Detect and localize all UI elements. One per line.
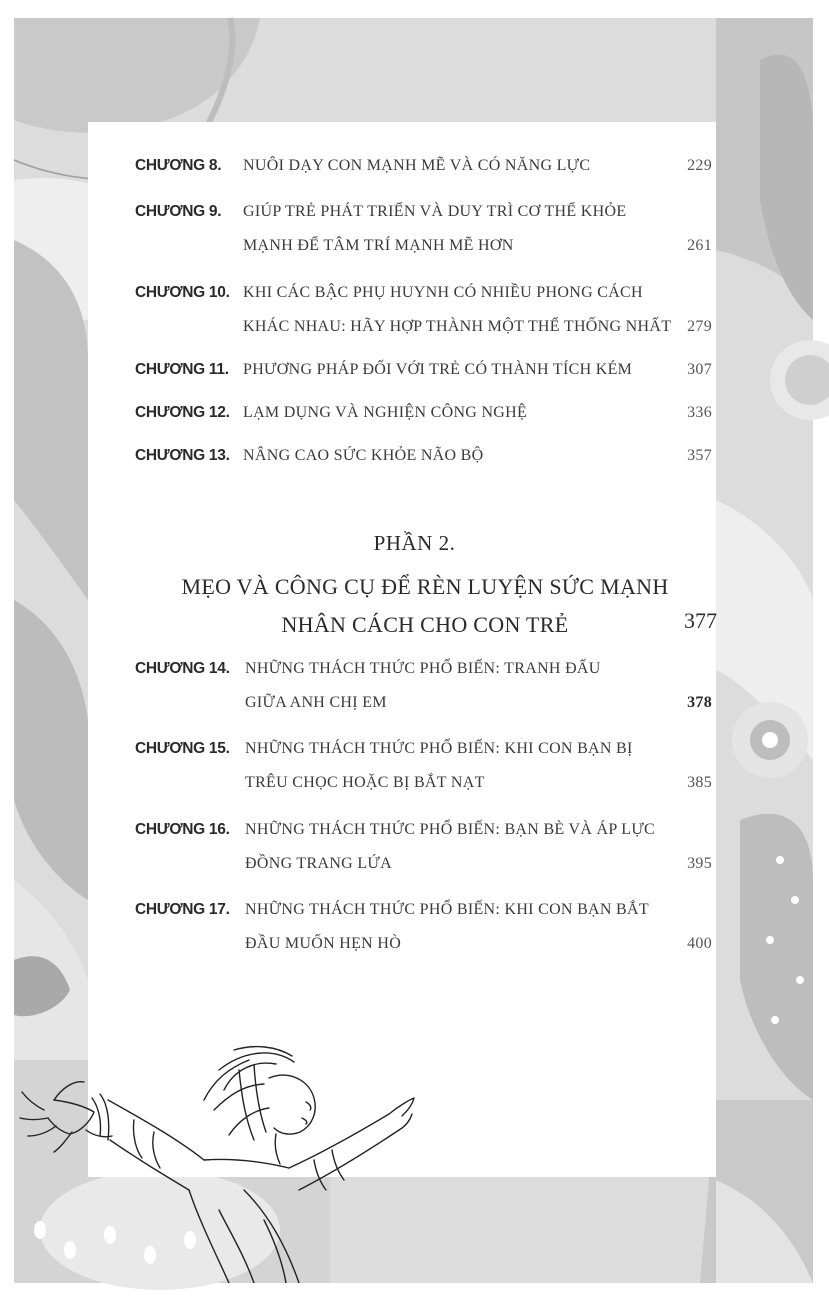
page-number: 336 [687,404,712,421]
page-number: 400 [687,935,712,952]
chapter-label: CHƯƠNG 16. [135,821,230,838]
chapter-label: CHƯƠNG 9. [135,203,222,220]
page-number: 229 [687,157,712,174]
chapter-title: NÂNG CAO SỨC KHỎE NÃO BỘ [243,447,484,464]
chapter-title: LẠM DỤNG VÀ NGHIỆN CÔNG NGHỆ [243,404,528,421]
chapter-title: PHƯƠNG PHÁP ĐỐI VỚI TRẺ CÓ THÀNH TÍCH KÉM [243,361,633,378]
page-number: 261 [687,237,712,254]
part-title[interactable]: MẸO VÀ CÔNG CỤ ĐỂ RÈN LUYỆN SỨC MẠNH NHÂN CÁCH CHO CON TRẺ [181,574,669,637]
chapter-title: NUÔI DẠY CON MẠNH MẼ VÀ CÓ NĂNG LỰC [243,157,591,174]
chapter-title: NHỮNG THÁCH THỨC PHỔ BIẾN: KHI CON BẠN BẮT ĐẦU MUỐN HẸN HÒ [245,901,649,952]
chapter-title: NHỮNG THÁCH THỨC PHỔ BIẾN: BẠN BÈ VÀ ÁP LỰC ĐỒNG TRANG LỨA [245,821,656,872]
chapter-title: GIÚP TRẺ PHÁT TRIỂN VÀ DUY TRÌ CƠ THỂ KHỎE MẠNH ĐỂ TÂM TRÍ MẠNH MẼ HƠN [243,203,627,254]
chapter-title: KHI CÁC BẬC PHỤ HUYNH CÓ NHIỀU PHONG CÁCH KHÁC NHAU: HÃY HỢP THÀNH MỘT THỂ THỐNG NHẤT [243,284,672,335]
part-heading: PHẦN 2. [373,531,456,555]
chapter-title: NHỮNG THÁCH THỨC PHỔ BIẾN: KHI CON BẠN BỊ TRÊU CHỌC HOẶC BỊ BẮT NẠT [245,740,633,791]
chapter-title: NHỮNG THÁCH THỨC PHỔ BIẾN: TRANH ĐẤU GIỮA ANH CHỊ EM [245,660,601,711]
part-page-number: 377 [684,608,717,633]
page-number: 395 [687,855,712,872]
chapter-label: CHƯƠNG 15. [135,740,230,757]
child-illustration [14,1040,434,1283]
page-number: 279 [687,318,712,335]
chapter-label: CHƯƠNG 12. [135,404,230,421]
chapter-label: CHƯƠNG 17. [135,901,230,918]
chapter-label: CHƯƠNG 13. [135,447,230,464]
chapter-label: CHƯƠNG 14. [135,660,230,677]
chapter-label: CHƯƠNG 10. [135,284,230,301]
chapter-label: CHƯƠNG 8. [135,157,222,174]
page-number: 307 [687,361,712,378]
page-number: 378 [687,694,712,711]
page-number: 357 [687,447,712,464]
chapter-label: CHƯƠNG 11. [135,361,229,378]
page-number: 385 [687,774,712,791]
